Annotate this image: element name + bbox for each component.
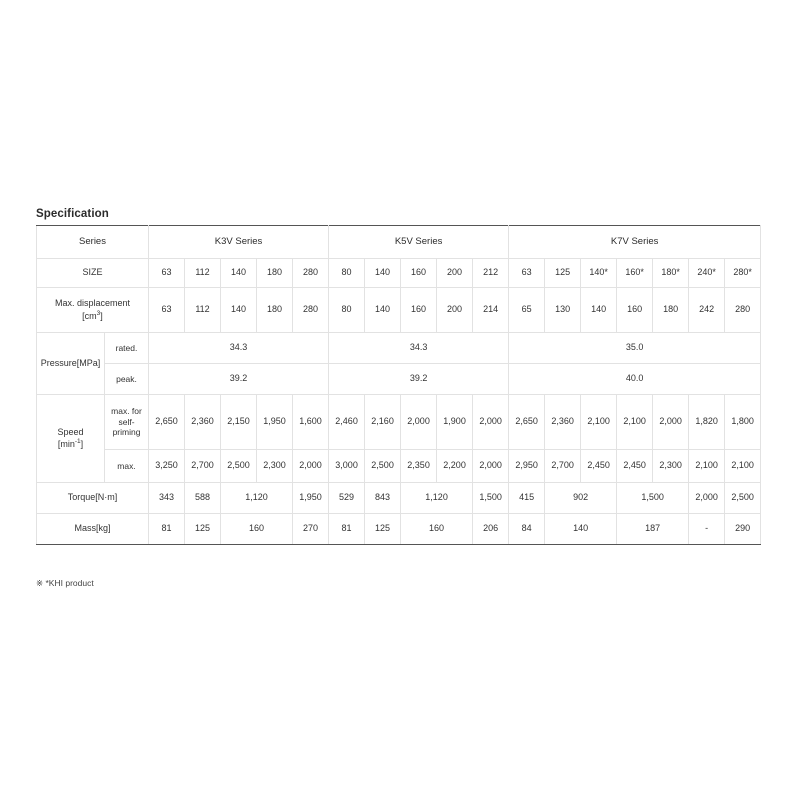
- cell-mass: 125: [185, 514, 221, 545]
- cell-pressure-peak: 40.0: [509, 364, 761, 395]
- cell-displacement: 65: [509, 288, 545, 333]
- header-group-k3v: K3V Series: [149, 226, 329, 259]
- cell-size: 180: [257, 259, 293, 288]
- row-label-torque: Torque[N·m]: [37, 483, 149, 514]
- cell-speed-self-priming: 2,100: [581, 395, 617, 450]
- cell-size: 200: [437, 259, 473, 288]
- cell-speed-self-priming: 1,950: [257, 395, 293, 450]
- table-row-size: [37, 259, 761, 288]
- cell-speed-max: 2,300: [257, 450, 293, 483]
- unit-min-pre: [min: [57, 439, 75, 449]
- unit-min-sup: -1: [74, 438, 81, 445]
- cell-size: 63: [149, 259, 185, 288]
- cell-torque: 415: [509, 483, 545, 514]
- cell-size: 63: [509, 259, 545, 288]
- cell-displacement: 180: [257, 288, 293, 333]
- table-row-speed-self-priming: [37, 395, 761, 450]
- cell-speed-max: 2,500: [365, 450, 401, 483]
- cell-speed-self-priming: 1,800: [725, 395, 761, 450]
- cell-speed-self-priming: 2,000: [473, 395, 509, 450]
- cell-speed-max: 2,000: [473, 450, 509, 483]
- row-label-max-displacement: [37, 288, 149, 333]
- header-group-k7v: K7V Series: [509, 226, 761, 259]
- cell-speed-max: 2,450: [617, 450, 653, 483]
- cell-speed-max: 2,200: [437, 450, 473, 483]
- cell-pressure-peak: 39.2: [149, 364, 329, 395]
- unit-cm3-pre: [cm: [82, 310, 97, 321]
- cell-speed-self-priming: 2,100: [617, 395, 653, 450]
- cell-mass: 270: [293, 514, 329, 545]
- cell-displacement: 140: [221, 288, 257, 333]
- row-label-speed-self-priming: max. for self-priming: [105, 395, 149, 450]
- cell-torque: 902: [545, 483, 617, 514]
- cell-torque: 1,950: [293, 483, 329, 514]
- footnote: [36, 578, 94, 589]
- cell-speed-self-priming: 1,900: [437, 395, 473, 450]
- cell-torque: 1,120: [401, 483, 473, 514]
- cell-speed-max: 2,700: [185, 450, 221, 483]
- cell-displacement: 80: [329, 288, 365, 333]
- cell-speed-self-priming: 2,360: [545, 395, 581, 450]
- cell-size: 180*: [653, 259, 689, 288]
- row-label-pressure-peak: peak.: [105, 364, 149, 395]
- cell-displacement: 280: [293, 288, 329, 333]
- cell-speed-self-priming: 1,600: [293, 395, 329, 450]
- cell-speed-max: 3,000: [329, 450, 365, 483]
- header-group-k5v: K5V Series: [329, 226, 509, 259]
- cell-size: 212: [473, 259, 509, 288]
- cell-size: 160*: [617, 259, 653, 288]
- row-label-speed-max: max.: [105, 450, 149, 483]
- table-row-max-displacement: [37, 288, 761, 333]
- cell-displacement: 140: [581, 288, 617, 333]
- cell-speed-max: 3,250: [149, 450, 185, 483]
- cell-speed-max: 2,100: [725, 450, 761, 483]
- table-row-mass: [37, 514, 761, 545]
- unit-cm3-post: ]: [100, 310, 103, 321]
- row-label-size: SIZE: [37, 259, 149, 288]
- cell-mass: 81: [149, 514, 185, 545]
- cell-pressure-rated: 34.3: [149, 333, 329, 364]
- cell-mass: 140: [545, 514, 617, 545]
- cell-pressure-rated: 35.0: [509, 333, 761, 364]
- cell-torque: 588: [185, 483, 221, 514]
- cell-speed-max: 2,000: [293, 450, 329, 483]
- cell-displacement: 160: [617, 288, 653, 333]
- cell-torque: 2,500: [725, 483, 761, 514]
- cell-speed-max: 2,300: [653, 450, 689, 483]
- cell-displacement: 280: [725, 288, 761, 333]
- cell-size: 140: [221, 259, 257, 288]
- unit-min-post: ]: [80, 439, 84, 449]
- cell-mass: 160: [401, 514, 473, 545]
- cell-speed-self-priming: 2,000: [653, 395, 689, 450]
- cell-pressure-peak: 39.2: [329, 364, 509, 395]
- table-row-speed-max: [37, 450, 761, 483]
- cell-size: 280*: [725, 259, 761, 288]
- cell-speed-self-priming: 2,650: [509, 395, 545, 450]
- cell-displacement: 130: [545, 288, 581, 333]
- cell-speed-max: 2,500: [221, 450, 257, 483]
- cell-speed-self-priming: 2,000: [401, 395, 437, 450]
- cell-speed-self-priming: 1,820: [689, 395, 725, 450]
- cell-torque: 529: [329, 483, 365, 514]
- cell-mass: 206: [473, 514, 509, 545]
- header-series: Series: [37, 226, 149, 259]
- cell-mass: 160: [221, 514, 293, 545]
- cell-mass: 84: [509, 514, 545, 545]
- cell-size: 125: [545, 259, 581, 288]
- cell-size: 160: [401, 259, 437, 288]
- cell-displacement: 180: [653, 288, 689, 333]
- cell-speed-max: 2,450: [581, 450, 617, 483]
- row-label-speed: [37, 395, 105, 483]
- cell-size: 240*: [689, 259, 725, 288]
- cell-size: 280: [293, 259, 329, 288]
- row-label-pressure: Pressure[MPa]: [37, 333, 105, 395]
- cell-speed-max: 2,700: [545, 450, 581, 483]
- page-title: Specification: [36, 208, 109, 220]
- row-label-mass: Mass[kg]: [37, 514, 149, 545]
- cell-mass: 290: [725, 514, 761, 545]
- table-row-torque: [37, 483, 761, 514]
- row-label-pressure-rated: rated.: [105, 333, 149, 364]
- cell-size: 140: [365, 259, 401, 288]
- cell-displacement: 242: [689, 288, 725, 333]
- cell-displacement: 112: [185, 288, 221, 333]
- cell-displacement: 160: [401, 288, 437, 333]
- cell-displacement: 140: [365, 288, 401, 333]
- specification-table: [36, 225, 761, 545]
- cell-torque: 843: [365, 483, 401, 514]
- cell-size: 140*: [581, 259, 617, 288]
- cell-mass: 125: [365, 514, 401, 545]
- cell-pressure-rated: 34.3: [329, 333, 509, 364]
- cell-torque: 1,120: [221, 483, 293, 514]
- cell-speed-max: 2,950: [509, 450, 545, 483]
- footnote-text: *KHI product: [45, 578, 94, 588]
- cell-size: 112: [185, 259, 221, 288]
- cell-torque: 343: [149, 483, 185, 514]
- unit-cm3-sup: 3: [96, 309, 101, 317]
- table-row-pressure-peak: [37, 364, 761, 395]
- cell-displacement: 214: [473, 288, 509, 333]
- table-row-series: [37, 226, 761, 259]
- cell-displacement: 63: [149, 288, 185, 333]
- cell-displacement: 200: [437, 288, 473, 333]
- footnote-mark-icon: ※: [36, 578, 44, 588]
- cell-mass: 81: [329, 514, 365, 545]
- cell-torque: 1,500: [617, 483, 689, 514]
- table-row-pressure-rated: [37, 333, 761, 364]
- cell-torque: 2,000: [689, 483, 725, 514]
- cell-speed-max: 2,100: [689, 450, 725, 483]
- row-label-speed-text: Speed: [57, 426, 84, 437]
- cell-speed-self-priming: 2,360: [185, 395, 221, 450]
- cell-speed-self-priming: 2,160: [365, 395, 401, 450]
- specification-section: [36, 208, 754, 545]
- cell-speed-max: 2,350: [401, 450, 437, 483]
- cell-mass: 187: [617, 514, 689, 545]
- cell-speed-self-priming: 2,150: [221, 395, 257, 450]
- cell-torque: 1,500: [473, 483, 509, 514]
- cell-speed-self-priming: 2,460: [329, 395, 365, 450]
- cell-size: 80: [329, 259, 365, 288]
- cell-mass: -: [689, 514, 725, 545]
- row-label-max-displacement-text: Max. displacement: [54, 298, 131, 309]
- cell-speed-self-priming: 2,650: [149, 395, 185, 450]
